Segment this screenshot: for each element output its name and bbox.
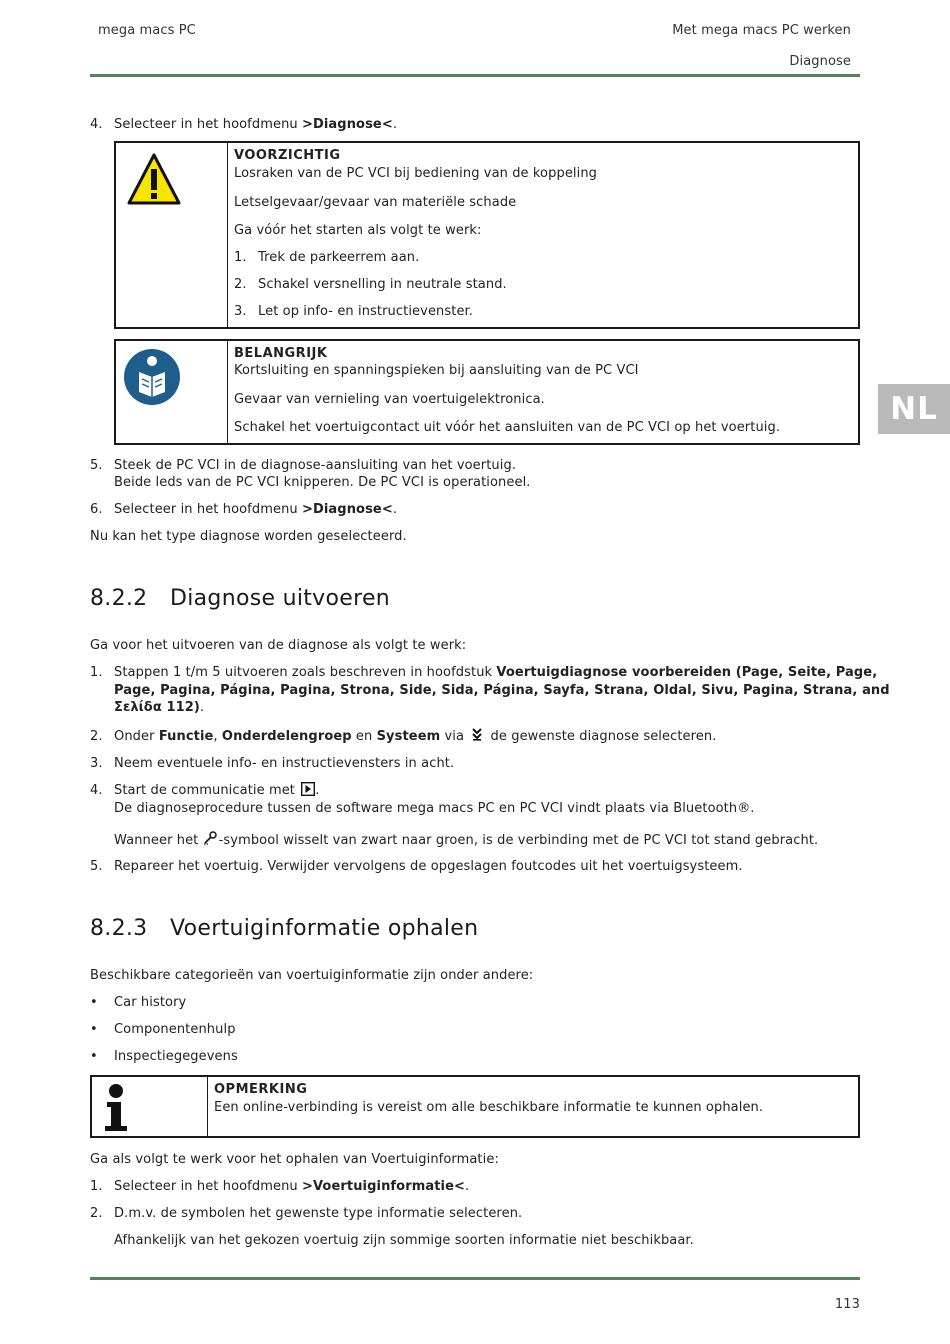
- page-number: 113: [834, 1297, 860, 1312]
- read-manual-icon: [123, 348, 181, 406]
- bullet-item: [90, 994, 860, 1012]
- step-number: 4.: [90, 783, 103, 798]
- menu-reference: >Diagnose<: [301, 502, 393, 517]
- procedure-intro: Ga als volgt te werk voor het ophalen van Voertuiginformatie:: [90, 1152, 499, 1167]
- header-section: Diagnose: [789, 54, 851, 69]
- bullet-mark: •: [90, 995, 98, 1010]
- separator: ,: [213, 729, 222, 744]
- punctuation: .: [315, 783, 320, 798]
- section-intro: Beschikbare categorieën van voertuiginformatie zijn onder andere:: [90, 968, 534, 983]
- bullet-text: Car history: [114, 995, 187, 1010]
- step-text: Steek de PC VCI in de diagnose-aansluiting van het voertuig.: [114, 458, 517, 473]
- step-text: Wanneer het: [114, 833, 203, 848]
- step-number: 1.: [90, 665, 103, 680]
- double-chevron-down-icon: [471, 728, 483, 741]
- section-title: Voertuiginformatie ophalen: [170, 916, 479, 941]
- step-text: Onder: [114, 729, 159, 744]
- punctuation: .: [392, 502, 398, 517]
- result-text: Nu kan het type diagnose worden geselecteerd.: [90, 529, 407, 544]
- step-text: Selecteer in het hoofdmenu: [114, 117, 302, 132]
- section-title: Diagnose uitvoeren: [170, 586, 391, 611]
- step-number: 3.: [234, 304, 247, 319]
- bullet-mark: •: [90, 1049, 98, 1064]
- section-intro: Ga voor het uitvoeren van de diagnose als volgt te werk:: [90, 638, 467, 653]
- note-icon-cell: [92, 1077, 208, 1136]
- note-box: [90, 1075, 860, 1138]
- footer-rule: [90, 1277, 860, 1280]
- caution-step: [234, 276, 507, 294]
- cross-reference[interactable]: Page, Pagina, Página, Pagina, Strona, Side, Sida, Página, Sayfa, Strana, Oldal, Sivu, Pagina, Strana, and: [114, 683, 890, 698]
- important-box: [114, 339, 860, 445]
- bullet-item: [90, 1048, 860, 1066]
- step-number: 6.: [90, 502, 103, 517]
- caution-subtitle: Losraken van de PC VCI bij bediening van de koppeling: [234, 166, 598, 181]
- important-subtitle: Kortsluiting en spanningspieken bij aansluiting van de PC VCI: [234, 363, 639, 378]
- caution-risk: Letselgevaar/gevaar van materiële schade: [234, 195, 517, 210]
- language-tab: NL: [878, 384, 950, 434]
- step-2: [90, 1205, 860, 1223]
- step-text: -symbool wisselt van zwart naar groen, is de verbinding met de PC VCI tot stand gebracht.: [218, 833, 819, 848]
- step-text: Neem eventuele info- en instructievensters in acht.: [114, 756, 455, 771]
- important-action: Schakel het voertuigcontact uit vóór het aansluiten van de PC VCI op het voertuig.: [234, 420, 781, 435]
- step-5-result: Beide leds van de PC VCI knipperen. De PC VCI is operationeel.: [114, 475, 531, 490]
- step-text: Let op info- en instructievenster.: [258, 304, 474, 319]
- step-5: [90, 457, 860, 475]
- step-text: Stappen 1 t/m 5 uitvoeren zoals beschreven in hoofdstuk: [114, 665, 497, 680]
- ui-term: Functie: [158, 729, 214, 744]
- bullet-text: Inspectiegegevens: [114, 1049, 238, 1064]
- step-6: [90, 501, 860, 519]
- step-text: D.m.v. de symbolen het gewenste type informatie selecteren.: [114, 1206, 523, 1221]
- caution-intro: Ga vóór het starten als volgt te werk:: [234, 223, 482, 238]
- caution-icon-cell: [116, 143, 228, 327]
- step-number: 4.: [90, 117, 103, 132]
- step-number: 2.: [234, 277, 247, 292]
- bullet-mark: •: [90, 1022, 98, 1037]
- step-4: [90, 116, 860, 134]
- step-number: 5.: [90, 458, 103, 473]
- step-1: [90, 664, 878, 682]
- caution-step: [234, 249, 419, 267]
- menu-reference: >Voertuiginformatie<: [301, 1179, 466, 1194]
- step-text: de gewenste diagnose selecteren.: [486, 729, 717, 744]
- section-number: 8.2.3: [90, 916, 148, 941]
- step-text: Repareer het voertuig. Verwijder vervolgens de opgeslagen foutcodes uit het voertuigsysteem.: [114, 859, 743, 874]
- info-icon: [100, 1083, 132, 1133]
- important-icon-cell: [116, 341, 228, 443]
- note-title: OPMERKING: [214, 1082, 308, 1097]
- header-rule: [90, 74, 860, 77]
- menu-reference: >Diagnose<: [301, 117, 393, 132]
- step-number: 2.: [90, 1206, 103, 1221]
- step-number: 1.: [234, 250, 247, 265]
- section-heading-823: [90, 916, 478, 941]
- step-4: [90, 782, 860, 800]
- separator: en: [351, 729, 377, 744]
- step-text: Selecteer in het hoofdmenu: [114, 1179, 302, 1194]
- important-title: BELANGRIJK: [234, 346, 328, 361]
- cross-reference-end: [90, 699, 860, 717]
- step-5: [90, 858, 860, 876]
- punctuation: .: [465, 1179, 470, 1194]
- header-doc-title: mega macs PC: [98, 23, 196, 38]
- bullet-text: Componentenhulp: [114, 1022, 236, 1037]
- step-number: 3.: [90, 756, 103, 771]
- caution-title: VOORZICHTIG: [234, 148, 341, 163]
- caution-box: [114, 141, 860, 329]
- ui-term: Systeem: [376, 729, 441, 744]
- connection-status-icon: [203, 831, 219, 845]
- cross-reference[interactable]: Σελίδα 112): [114, 700, 200, 715]
- cross-reference-cont: [90, 682, 890, 700]
- step-number: 2.: [90, 729, 103, 744]
- step-text: Trek de parkeerrem aan.: [258, 250, 420, 265]
- caution-step: [234, 303, 473, 321]
- step-4-detail: De diagnoseprocedure tussen de software mega macs PC en PC VCI vindt plaats via Bluetooth®.: [114, 801, 755, 816]
- step-2: [90, 728, 860, 746]
- warning-icon: [126, 152, 182, 208]
- section-number: 8.2.2: [90, 586, 148, 611]
- bullet-item: [90, 1021, 860, 1039]
- ui-term: Onderdelengroep: [221, 729, 352, 744]
- punctuation: .: [199, 700, 205, 715]
- step-3: [90, 755, 860, 773]
- step-number: 5.: [90, 859, 103, 874]
- section-heading-822: [90, 586, 390, 611]
- step-number: 1.: [90, 1179, 103, 1194]
- note-text: Een online-verbinding is vereist om alle beschikbare informatie te kunnen ophalen.: [214, 1100, 764, 1115]
- step-text: Start de communicatie met: [114, 783, 300, 798]
- cross-reference[interactable]: Voertuigdiagnose voorbereiden (Page, Seite, Page,: [496, 665, 878, 680]
- step-1: [90, 1178, 860, 1196]
- step-text: Selecteer in het hoofdmenu: [114, 502, 302, 517]
- step-2-note: Afhankelijk van het gekozen voertuig zijn sommige soorten informatie niet beschikbaar.: [114, 1233, 694, 1248]
- step-text: via: [440, 729, 469, 744]
- step-text: Schakel versnelling in neutrale stand.: [258, 277, 507, 292]
- header-chapter: Met mega macs PC werken: [672, 23, 851, 38]
- punctuation: .: [392, 117, 398, 132]
- important-risk: Gevaar van vernieling van voertuigelektronica.: [234, 392, 545, 407]
- step-4-connection-note: [90, 831, 860, 850]
- start-communication-icon: [301, 782, 315, 796]
